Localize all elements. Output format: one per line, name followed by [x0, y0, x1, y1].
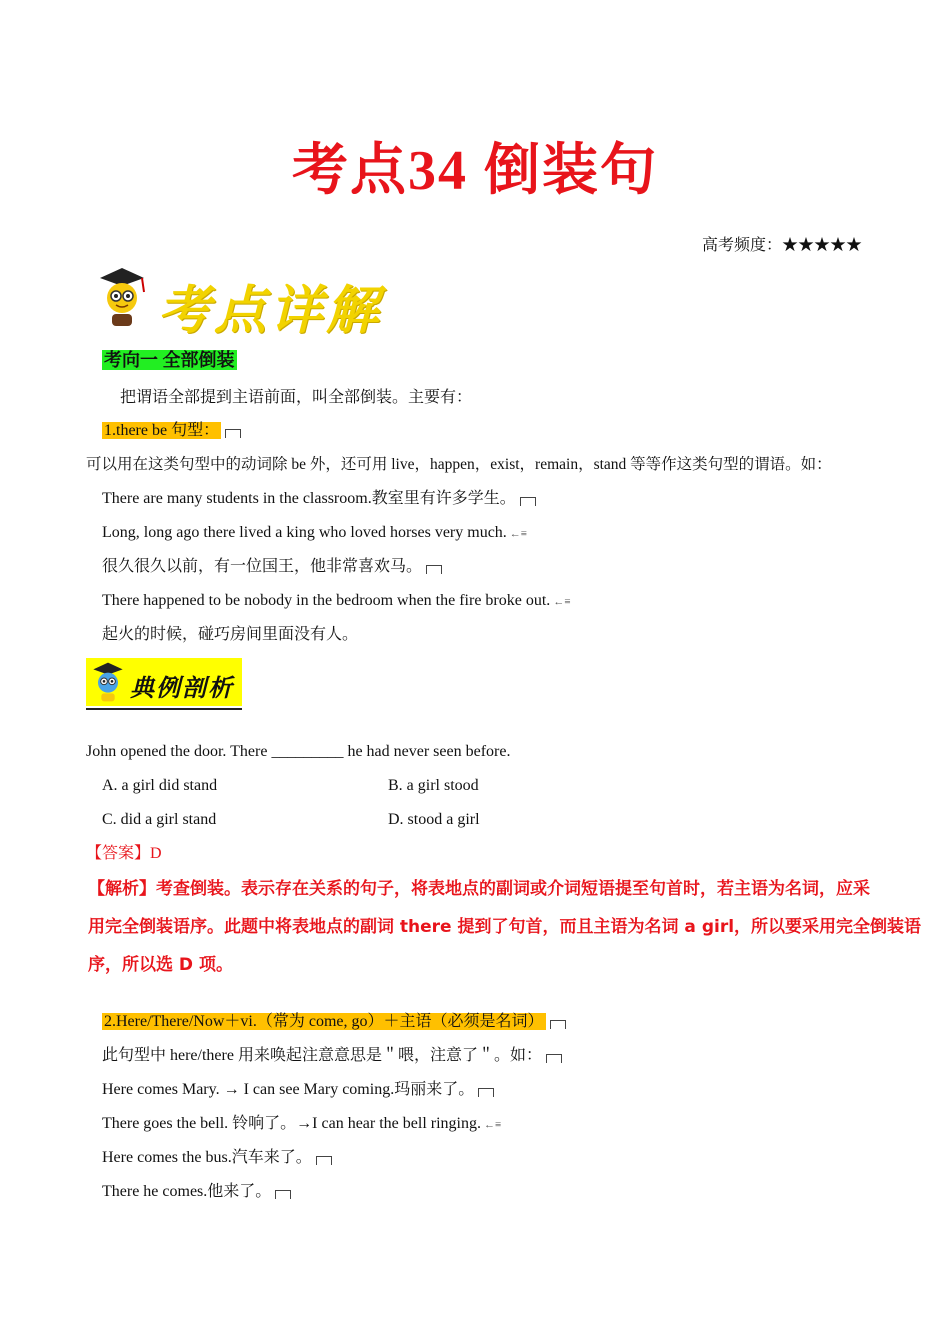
frequency-rating: 高考频度：★★★★★ — [701, 237, 862, 254]
example-banner-text: 典例剖析 — [130, 673, 234, 702]
mascot-icon — [88, 659, 128, 705]
example-line: 很久很久以前，有一位国王，他非常喜欢马。 — [102, 558, 423, 575]
heading-full-inversion: 考向一 全部倒装 — [104, 350, 235, 370]
question-text: John opened the door. There _________ he had never seen before. — [86, 743, 511, 760]
example-line: There are many students in the classroom.教室里有许多学生。 — [102, 490, 516, 507]
line-break-icon: ←≡ — [484, 1119, 502, 1131]
answer-label: 【答案】 — [86, 845, 151, 862]
example-line: 起火的时候，碰巧房间里面没有人。 — [102, 626, 359, 643]
item1-description: 可以用在这类句型中的动词除 be 外，还可用 live，happen，exist，remain，stand 等等作这类句型的谓语。如： — [86, 456, 832, 473]
answer-value: D — [150, 845, 162, 862]
paragraph-mark-icon — [316, 1156, 332, 1165]
line-break-icon: ←≡ — [553, 596, 571, 608]
section-banner-text: 考点详解 — [158, 280, 383, 341]
example-line: There he comes.他来了。 — [102, 1183, 272, 1200]
example-banner — [86, 658, 242, 710]
analysis-label: 【解析】 — [88, 879, 156, 899]
analysis-line: 用完全倒装语序。此题中将表地点的副词 there 提到了句首，而且主语为名词 a girl，所以要采用完全倒装语 — [88, 917, 922, 937]
section-banner — [92, 264, 392, 341]
paragraph-mark-icon — [550, 1020, 566, 1029]
option-c: C. did a girl stand — [102, 811, 217, 828]
item2-description: 此句型中 here/there 用来唤起注意意思是＂喂，注意了＂。如： — [102, 1047, 542, 1064]
paragraph-mark-icon — [478, 1088, 494, 1097]
option-d: D. stood a girl — [388, 811, 480, 828]
example-line: Here comes Mary. → I can see Mary coming.玛丽来了。 — [102, 1081, 475, 1098]
line-break-icon: ←≡ — [509, 528, 528, 540]
paragraph-mark-icon — [520, 497, 536, 506]
example-line: Here comes the bus.汽车来了。 — [102, 1149, 312, 1166]
mascot-icon — [92, 264, 152, 330]
item1-label: 1.there be 句型： — [104, 422, 220, 439]
paragraph-mark-icon — [225, 429, 241, 438]
example-line: There goes the bell. 铃响了。→I can hear the bell ringing. — [102, 1115, 481, 1132]
option-b: B. a girl stood — [388, 777, 479, 794]
example-line: There happened to be nobody in the bedroom when the fire broke out. — [102, 592, 551, 609]
intro-text: 把谓语全部提到主语前面，叫全部倒装。主要有： — [120, 389, 473, 406]
paragraph-mark-icon — [546, 1054, 562, 1063]
paragraph-mark-icon — [275, 1190, 291, 1199]
example-line: Long, long ago there lived a king who loved horses very much. — [102, 524, 507, 541]
item2-label: 2.Here/There/Now＋vi.（常为 come, go）＋主语（必须是名词） — [104, 1013, 544, 1030]
analysis-line: 序，所以选 D 项。 — [88, 955, 233, 975]
analysis-block — [88, 870, 922, 984]
page-title: 考点34 倒装句 — [292, 140, 658, 202]
analysis-line: 考查倒装。表示存在关系的句子，将表地点的副词或介词短语提至句首时，若主语为名词，应采 — [156, 879, 870, 899]
option-a: A. a girl did stand — [102, 777, 218, 794]
paragraph-mark-icon — [426, 565, 442, 574]
